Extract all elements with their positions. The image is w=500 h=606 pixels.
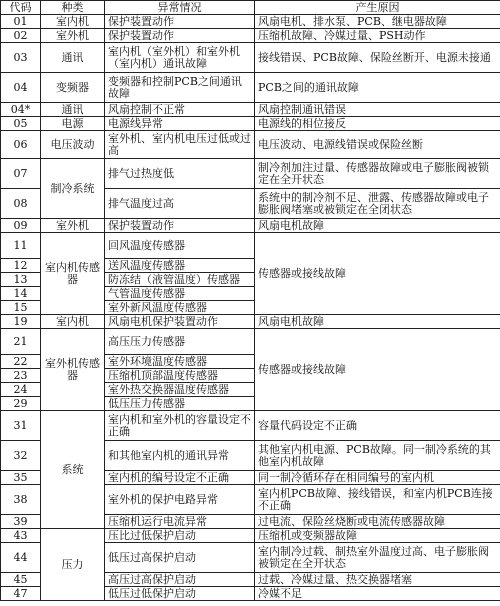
cause-cell: 室内机PCB故障、接线错误，和室内机PCB连接不正确 (255, 485, 500, 515)
table-row (1, 159, 500, 189)
cause-cell: 系统中的制冷剂不足、泄露、传感器故障或电子膨胀阀堵塞或被锁定在全闭状态 (255, 189, 500, 219)
condition-cell: 高压过高保护启动 (105, 573, 255, 587)
condition-cell: 室内机和室外机的容量设定不正确 (105, 411, 255, 441)
cause-cell: 压缩机故障、冷媒过量、PSH动作 (255, 29, 500, 43)
condition-cell: 保护装置动作 (105, 15, 255, 29)
category-cell: 制冷系统 (41, 159, 105, 219)
cause-cell: 风扇电机故障 (255, 315, 500, 329)
code-cell: 32 (1, 441, 41, 471)
cause-cell: 过电流、保险丝烧断或电流传感器故障 (255, 515, 500, 529)
cause-cell: 风扇电机、排水泵、PCB、继电器故障 (255, 15, 500, 29)
table-row (1, 131, 500, 159)
cause-cell: 压缩机或变频器故障 (255, 529, 500, 543)
cause-cell: 室内制冷过载、制热室外温度过高、电子膨胀阀被锁定在全开状态 (255, 543, 500, 573)
code-cell: 03 (1, 43, 41, 73)
condition-cell: 保护装置动作 (105, 219, 255, 233)
condition-cell: 保护装置动作 (105, 29, 255, 43)
cause-cell: 传感器或接线故障 (255, 233, 500, 315)
category-cell: 室内机 (41, 15, 105, 29)
condition-cell: 气管温度传感器 (105, 287, 255, 301)
cause-cell: 电压波动、电源线错误或保险丝断 (255, 131, 500, 159)
code-cell: 35 (1, 471, 41, 485)
code-cell: 05 (1, 117, 41, 131)
code-cell: 12 (1, 259, 41, 273)
table-row (1, 103, 500, 117)
code-cell: 47 (1, 587, 41, 601)
cause-cell: 过载、冷媒过量、热交换器堵塞 (255, 573, 500, 587)
header-abnormal-condition: 异常情况 (105, 1, 255, 15)
cause-cell: 冷媒不足 (255, 587, 500, 601)
category-cell: 室内机传感器 (41, 233, 105, 315)
cause-cell: 制冷剂加注过量、传感器故障或电子膨胀阀被锁定在全开状态 (255, 159, 500, 189)
condition-cell: 室内机的编号设定不正确 (105, 471, 255, 485)
table-row (1, 219, 500, 233)
code-cell: 08 (1, 189, 41, 219)
table-row (1, 233, 500, 259)
condition-cell: 送风温度传感器 (105, 259, 255, 273)
category-cell: 压力 (41, 529, 105, 601)
condition-cell: 风扇控制不正常 (105, 103, 255, 117)
condition-cell: 高压压力传感器 (105, 329, 255, 355)
header-row (1, 1, 500, 15)
code-cell: 13 (1, 273, 41, 287)
code-cell: 09 (1, 219, 41, 233)
code-cell: 04 (1, 73, 41, 103)
condition-cell: 回风温度传感器 (105, 233, 255, 259)
cause-cell: 风扇电机故障 (255, 219, 500, 233)
condition-cell: 变频器和控制PCB之间通讯故障 (105, 73, 255, 103)
table-row (1, 529, 500, 543)
header-code: 代码 (1, 1, 41, 15)
code-cell: 29 (1, 397, 41, 411)
condition-cell: 电源线异常 (105, 117, 255, 131)
code-cell: 02 (1, 29, 41, 43)
condition-cell: 室外机的保护电路异常 (105, 485, 255, 515)
code-cell: 11 (1, 233, 41, 259)
condition-cell: 压缩机运行电流异常 (105, 515, 255, 529)
table-row (1, 315, 500, 329)
category-cell: 系统 (41, 411, 105, 529)
cause-cell: 其他室内机电源、PCB故障。同一制冷系统的其他室内机故障 (255, 441, 500, 471)
header-cause: 产生原因 (255, 1, 500, 15)
condition-cell: 低压过低保护启动 (105, 587, 255, 601)
code-cell: 38 (1, 485, 41, 515)
condition-cell: 和其他室内机的通讯异常 (105, 441, 255, 471)
cause-cell: 风扇控制通讯错误 (255, 103, 500, 117)
cause-cell: 传感器或接线故障 (255, 329, 500, 411)
code-cell: 43 (1, 529, 41, 543)
code-cell: 39 (1, 515, 41, 529)
table-row (1, 43, 500, 73)
category-cell: 变频器 (41, 73, 105, 103)
condition-cell: 防冻结（液管温度）传感器 (105, 273, 255, 287)
condition-cell: 室外机、室内机电压过低或过高 (105, 131, 255, 159)
cause-cell: PCB之间的通讯故障 (255, 73, 500, 103)
condition-cell: 室外热交换器温度传感器 (105, 383, 255, 397)
condition-cell: 风扇电机保护装置动作 (105, 315, 255, 329)
cause-cell: 容量代码设定不正确 (255, 411, 500, 441)
cause-cell: 接线错误、PCB故障、保险丝断开、电源未接通 (255, 43, 500, 73)
category-cell: 通讯 (41, 103, 105, 117)
code-cell: 22 (1, 355, 41, 369)
code-cell: 07 (1, 159, 41, 189)
table-row (1, 15, 500, 29)
condition-cell: 低压过高保护启动 (105, 543, 255, 573)
category-cell: 室外机传感器 (41, 329, 105, 411)
condition-cell: 室外新风温度传感器 (105, 301, 255, 315)
category-cell: 通讯 (41, 43, 105, 73)
condition-cell: 压比过低保护启动 (105, 529, 255, 543)
table-row (1, 29, 500, 43)
category-cell: 室内机 (41, 315, 105, 329)
code-cell: 01 (1, 15, 41, 29)
code-cell: 06 (1, 131, 41, 159)
header-category: 种类 (41, 1, 105, 15)
code-cell: 19 (1, 315, 41, 329)
code-cell: 45 (1, 573, 41, 587)
condition-cell: 室外环境温度传感器 (105, 355, 255, 369)
condition-cell: 低压压力传感器 (105, 397, 255, 411)
code-cell: 24 (1, 383, 41, 397)
table-row (1, 73, 500, 103)
category-cell: 电源 (41, 117, 105, 131)
category-cell: 室外机 (41, 219, 105, 233)
code-cell: 31 (1, 411, 41, 441)
code-cell: 14 (1, 287, 41, 301)
condition-cell: 排气温度过高 (105, 189, 255, 219)
table-row (1, 411, 500, 441)
condition-cell: 排气过热度低 (105, 159, 255, 189)
cause-cell: 同一制冷循环存在相同编号的室内机 (255, 471, 500, 485)
code-cell: 23 (1, 369, 41, 383)
code-cell: 04* (1, 103, 41, 117)
code-cell: 21 (1, 329, 41, 355)
category-cell: 电压波动 (41, 131, 105, 159)
condition-cell: 压缩机顶部温度传感器 (105, 369, 255, 383)
table-row (1, 117, 500, 131)
cause-cell: 电源线的相位接反 (255, 117, 500, 131)
code-cell: 15 (1, 301, 41, 315)
condition-cell: 室内机（室外机）和室外机（室内机）通讯故障 (105, 43, 255, 73)
category-cell: 室外机 (41, 29, 105, 43)
table-row (1, 329, 500, 355)
code-cell: 44 (1, 543, 41, 573)
